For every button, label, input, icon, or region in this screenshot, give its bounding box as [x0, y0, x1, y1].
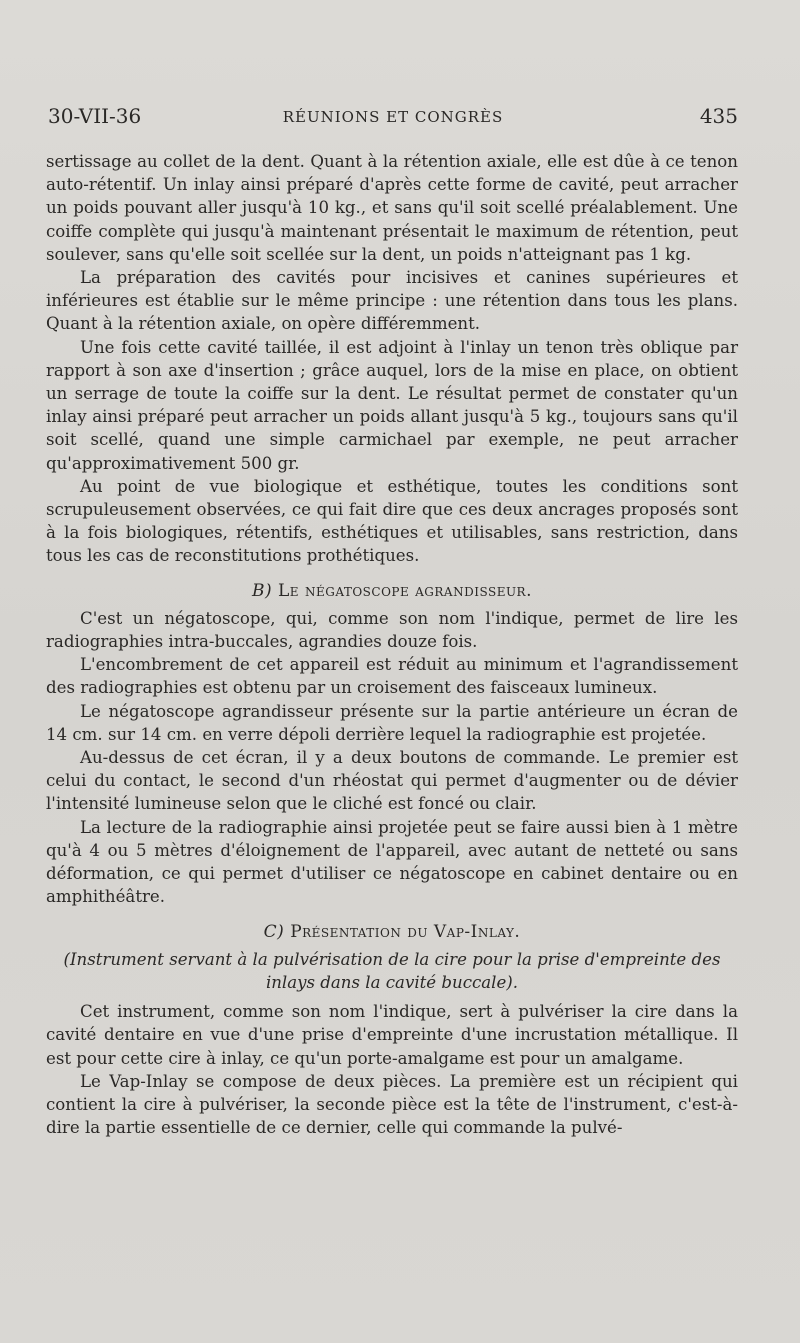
- section-heading-b: [46, 580, 738, 603]
- section-title: Présentation du Vap-Inlay.: [290, 921, 521, 942]
- paragraph: C'est un négatoscope, qui, comme son nom l'indique, permet de lire les radiographies intra-buccales, agrandies douze fois.: [46, 608, 738, 652]
- paragraph: L'encombrement de cet appareil est réduit au minimum et l'agrandissement des radiographies est obtenu par un croisement des faisceaux lumineux.: [46, 655, 738, 698]
- paragraph: Au-dessus de cet écran, il y a deux boutons de commande. Le premier est celui du contact, le second d'un rhéostat qui permet d'augmenter ou de dévier l'intensité lumineuse selon que le cliché est foncé ou clair.: [46, 748, 738, 814]
- section-letter: B): [251, 580, 273, 601]
- paragraph: Au point de vue biologique et esthétique, toutes les conditions sont scrupuleusement observées, ce qui fait dire que ces deux ancrages proposés sont à la fois biologiques, rétentifs, esthétiques et utilisables, sans restriction, dans tous les cas de reconstitutions prothétiques.: [46, 476, 738, 566]
- paragraph: Cet instrument, comme son nom l'indique, sert à pulvériser la cire dans la cavité dentaire en vue d'une prise d'empreinte d'une incrustation métallique. Il est pour cette cire à inlay, ce qu'un porte-amalgame est pour un amalgame.: [46, 1002, 738, 1068]
- section-title: Le négatoscope agrandisseur.: [278, 580, 533, 601]
- running-head: [48, 104, 738, 132]
- page-number: 435: [699, 104, 738, 128]
- section-heading-c: [46, 921, 738, 944]
- paragraph: Le négatoscope agrandisseur présente sur la partie antérieure un écran de 14 cm. sur 14 cm. en verre dépoli derrière lequel la radiographie est projetée.: [46, 701, 738, 744]
- paragraph: Le Vap-Inlay se compose de deux pièces. La première est un récipient qui contient la cire à pulvériser, la seconde pièce est la tête de l'instrument, c'est-à-dire la partie essentielle de ce dernier, celle qui commande la pulvé-: [46, 1071, 738, 1138]
- paragraph: La lecture de la radiographie ainsi projetée peut se faire aussi bien à 1 mètre qu'à 4 ou 5 mètres d'éloignement de l'appareil, avec autant de netteté ou sans déformation, ce qui permet d'utiliser ce négatoscope en cabinet dentaire ou en amphithéâtre.: [46, 817, 738, 907]
- paragraph: sertissage au collet de la dent. Quant à la rétention axiale, elle est dûe à ce tenon auto-rétentif. Un inlay ainsi préparé d'après cette forme de cavité, peut arracher un poids pouvant aller jusqu'à 10 kg., et sans qu'il soit scellé préalablement. Une coiffe complète qui jusqu'à maintenant présentait le maximum de rétention, peut soulever, sans qu'elle soit scellée sur la dent, un poids n'atteignant pas 1 kg.: [46, 152, 738, 264]
- header-title: RÉUNIONS ET CONGRÈS: [282, 108, 504, 126]
- section-subtitle: (Instrument servant à la pulvérisation de la cire pour la prise d'empreinte des inlays dans la cavité buccale).: [63, 949, 721, 992]
- paragraph: Une fois cette cavité taillée, il est adjoint à l'inlay un tenon très oblique par rapport à son axe d'insertion ; grâce auquel, lors de la mise en place, on obtient un serrage de toute la coiffe sur la dent. Le résultat permet de constater qu'un inlay ainsi préparé peut arracher un poids allant jusqu'à 5 kg., toujours sans qu'il soit scellé, quand une simple carmichael par exemple, ne peut arracher qu'approximativement 500 gr.: [46, 337, 738, 473]
- paragraph: La préparation des cavités pour incisives et canines supérieures et inférieures est établie sur le même principe : une rétention dans tous les plans. Quant à la rétention axiale, on opère différemment.: [46, 268, 738, 334]
- page-body: [46, 150, 738, 1139]
- header-date: 30-VII-36: [48, 104, 142, 128]
- section-letter: C): [263, 921, 285, 942]
